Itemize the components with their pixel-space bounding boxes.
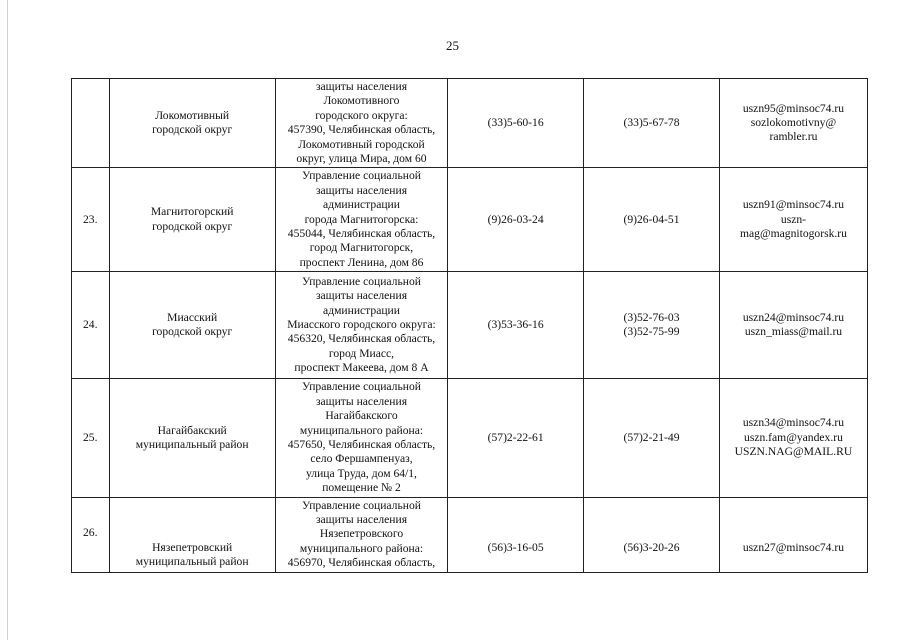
phone-cell: (56)3-16-05 [448,497,584,572]
address-line: город Магнитогорск, [309,241,414,255]
municipality-cell [109,168,275,272]
social-protection-directory-table [71,78,868,573]
phone-cell: (33)5-60-16 [448,79,584,168]
email-line: uszn24@minsoc74.ru [742,310,845,324]
address-line: 456320, Челябинская область, [287,332,436,346]
address-line: село Фершампенуаз, [310,452,413,466]
page-number: 25 [446,38,459,53]
email-cell [719,79,867,168]
address-line: округ, улица Мира, дом 60 [296,152,427,166]
email-line: uszn34@minsoc74.ru [742,416,845,430]
address-line: Управление социальной [302,169,421,183]
email-cell [719,272,867,379]
fax-cell [584,272,720,379]
email-line: mag@magnitogorsk.ru [739,227,847,241]
fax-cell [584,168,720,272]
municipality-cell [109,379,275,497]
email-line: uszn91@minsoc74.ru [742,198,845,212]
address-line: проспект Макеева, дом 8 А [294,361,429,375]
address-line: улица Труда, дом 64/1, [306,466,417,480]
address-line: Управление социальной [302,274,421,288]
address-cell [275,168,447,272]
row-number: 25. [72,379,110,497]
address-line: Нагайбакского [325,409,398,423]
address-cell [275,379,447,497]
row-number: 24. [72,272,110,379]
address-line: 455044, Челябинская область, [287,227,436,241]
email-line: sozlokomotivny@ [750,116,837,130]
address-cell [275,79,447,168]
email-cell [719,168,867,272]
address-line: 456970, Челябинская область, [287,556,436,570]
municipality-cell [109,497,275,572]
address-line: города Магнитогорска: [304,212,419,226]
email-line: rambler.ru [769,130,818,144]
table-row [72,272,868,379]
fax-line: (57)2-21-49 [623,430,680,444]
address-line: защиты населения [315,394,408,408]
address-line: Управление социальной [302,498,421,512]
row-number: 23. [72,168,110,272]
email-line: uszn27@minsoc74.ru [742,541,845,555]
phone-cell: (3)53-36-16 [448,272,584,379]
municipality-line: городской округ [152,325,233,339]
scan-edge-line [7,0,8,640]
fax-line: (33)5-67-78 [623,116,680,130]
municipality-line: Миасский [167,310,218,324]
municipality-cell [109,79,275,168]
address-line: 457650, Челябинская область, [287,437,436,451]
fax-line: (9)26-04-51 [623,212,680,226]
row-number [72,79,110,168]
table-row [72,379,868,497]
address-line: муниципального района: [299,423,424,437]
phone-cell: (57)2-22-61 [448,379,584,497]
municipality-line: Нагайбакский [157,423,227,437]
address-line: помещение № 2 [322,481,401,495]
fax-cell [584,79,720,168]
municipality-line: Магнитогорский [150,205,234,219]
email-cell [719,379,867,497]
email-cell [719,497,867,572]
municipality-cell [109,272,275,379]
address-cell [275,497,447,572]
address-line: администрации [323,303,400,317]
municipality-line: городской округ [152,123,233,137]
municipality-line: муниципальный район [135,555,249,569]
email-line: uszn.fam@yandex.ru [744,430,843,444]
email-line: uszn_miass@mail.ru [744,325,843,339]
address-line: защиты населения [315,289,408,303]
address-line: проспект Ленина, дом 86 [299,255,424,269]
fax-line: (3)52-76-03 [623,310,680,324]
address-line: Локомотивный городской [298,137,425,151]
address-line: защиты населения [315,80,408,93]
municipality-line: муниципальный район [135,437,249,451]
email-line: USZN.NAG@MAIL.RU [734,445,853,459]
address-line: защиты населения [315,183,408,197]
row-number: 26. [72,497,110,572]
address-line: 457390, Челябинская область, [287,123,436,137]
address-line: городского округа: [315,108,408,122]
municipality-line: Локомотивный [155,108,230,122]
email-line: uszn- [780,212,807,226]
fax-cell [584,497,720,572]
table-row [72,497,868,572]
address-line: администрации [323,198,400,212]
address-line: Миасского городского округа: [287,318,436,332]
address-line: Нязепетровского [319,527,404,541]
address-line: защиты населения [315,512,408,526]
table-row [72,168,868,272]
municipality-line: Нязепетровский [152,540,233,554]
address-line: город Миасс, [328,346,395,360]
address-cell [275,272,447,379]
fax-cell [584,379,720,497]
address-line: муниципального района: [299,541,424,555]
phone-cell: (9)26-03-24 [448,168,584,272]
address-line: Локомотивного [323,94,400,108]
address-line: Управление социальной [302,380,421,394]
table-row [72,79,868,168]
fax-line: (3)52-75-99 [623,325,680,339]
email-line: uszn95@minsoc74.ru [742,101,845,115]
fax-line: (56)3-20-26 [623,541,680,555]
municipality-line: городской округ [152,219,233,233]
